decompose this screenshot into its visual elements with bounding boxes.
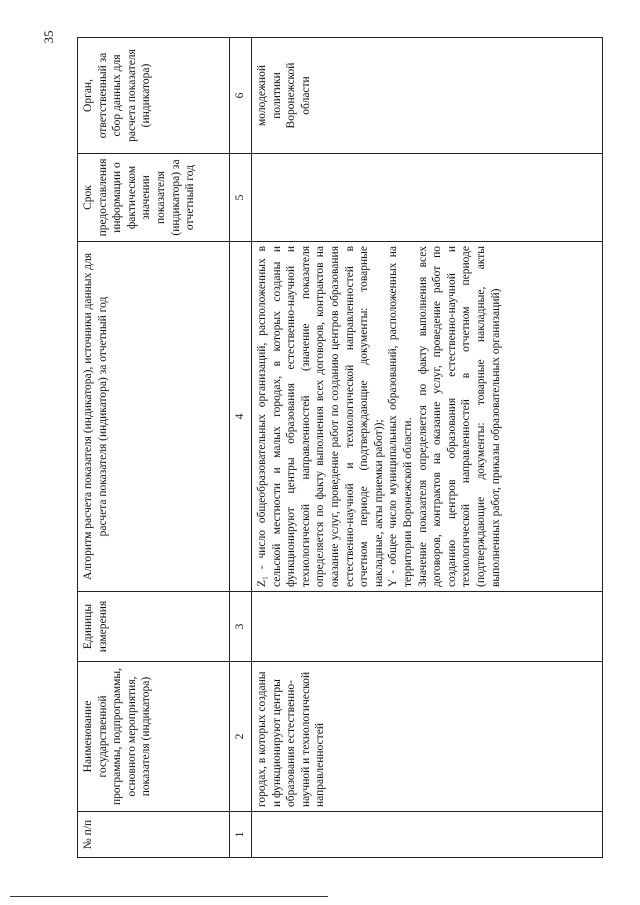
table-header-row: [78, 38, 230, 858]
algorithm-paragraph: Z₁ - число общеобразовательных организаций, расположенных в сельской местности и малых городах, в которых созданы и функционируют центры образования естественно-научной и технологической направленностей (значение показателя определяется по факту выполнения всех договоров, контрактов на оказание услуг, проведение работ по созданию центров образования естественно-научной и технологической направленностей в отчетном периоде (подтверждающие документы: товарные накладные, акты приемки работ));: [256, 246, 385, 587]
unit-cell: [252, 592, 603, 662]
indicator-table: [77, 37, 603, 858]
document-table-rotated: [77, 38, 603, 858]
column-number-row: [230, 38, 252, 858]
column-number: 3: [230, 592, 252, 662]
header-deadline: Срок предоставления информации о фактическом значении показателя (индикатора) за отчетный год: [78, 154, 230, 242]
column-number: 2: [230, 662, 252, 812]
organ-cell: молодежной политики Воронежской области: [252, 38, 603, 154]
header-algorithm: Алгоритм расчета показателя (индикатора), источники данных для расчета показателя (индикатора) за отчетный год: [78, 242, 230, 592]
indicator-name: городах, в которых созданы и функционируют центры образования естественно-научной и технологической направленностей: [252, 662, 603, 812]
row-number: [252, 812, 603, 858]
header-organ: Орган, ответственный за сбор данных для расчета показателя (индикатора): [78, 38, 230, 154]
footnote-separator: [10, 896, 328, 897]
header-name: Наименование государственной программы, подпрограммы, основного мероприятия, показателя (индикатора): [78, 662, 230, 812]
header-number: № п/п: [78, 812, 230, 858]
algorithm-cell: [252, 242, 603, 592]
column-number: 1: [230, 812, 252, 858]
algorithm-paragraph: Y - общее число муниципальных образований, расположенных на территории Воронежской области.: [387, 246, 414, 587]
table-row: [252, 38, 603, 858]
column-number: 6: [230, 38, 252, 154]
deadline-cell: [252, 154, 603, 242]
page-number: 35: [41, 30, 56, 44]
column-number: 5: [230, 154, 252, 242]
column-number: 4: [230, 242, 252, 592]
algorithm-paragraph: Значение показателя определяется по факту выполнения всех договоров, контрактов на оказание услуг, проведение работ по созданию центров образования естественно-научной и технологической направленностей в отчетном периоде (подтверждающие документы: товарные накладные, акты выполненных работ, приказы образовательных организаций): [416, 246, 502, 587]
header-unit: Единицы измерения: [78, 592, 230, 662]
